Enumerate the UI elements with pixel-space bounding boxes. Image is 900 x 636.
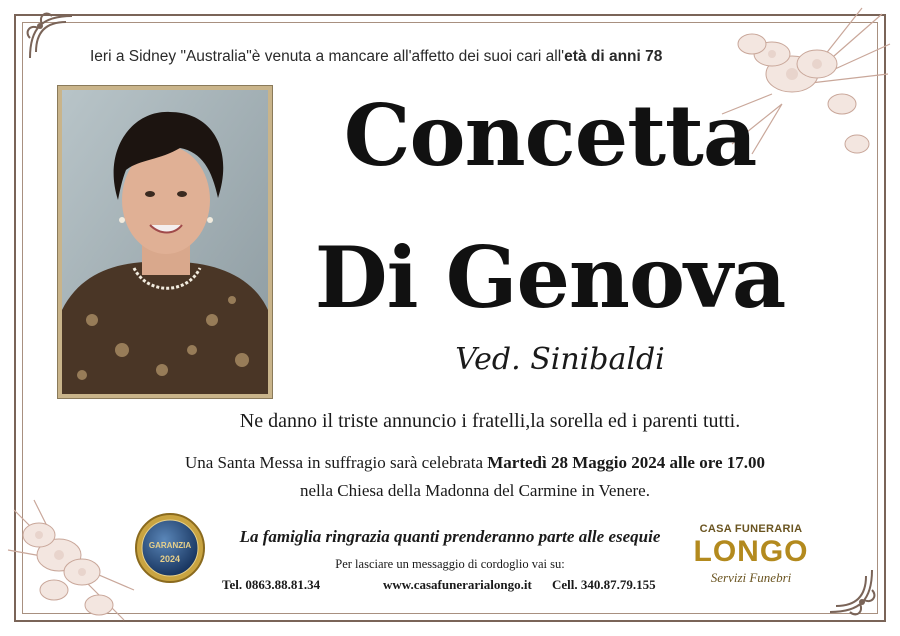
funeral-home-label: CASA FUNERARIA — [699, 523, 803, 535]
funeral-home-tagline: Servizi Funebri — [710, 570, 792, 585]
announcement-text: Ne danno il triste annuncio i fratelli,la sorella ed i parenti tutti. — [239, 410, 741, 432]
telephone-text: Tel. 0863.88.81.34 — [222, 577, 321, 592]
deceased-first-name: Concetta — [343, 86, 757, 185]
top-left-flourish-icon — [22, 8, 82, 68]
badge-text: GARANZIA — [148, 541, 192, 550]
bottom-left-floral-icon — [4, 490, 144, 630]
website-text: www.casafunerarialongo.it — [383, 577, 532, 592]
widow-of-text: Ved. Sinibaldi — [455, 342, 665, 377]
mass-line-1-prefix: Una Santa Messa in suffragio sarà celebrata — [184, 453, 488, 472]
deceased-last-name: Di Genova — [314, 228, 786, 327]
intro-text — [90, 48, 710, 66]
mass-line-1 — [40, 453, 900, 473]
cell-phone-text: Cell. 340.87.79.155 — [552, 577, 656, 592]
funeral-home-logo-name: LONGO — [693, 535, 809, 568]
badge-year: 2024 — [159, 554, 181, 564]
condolence-note: Per lasciare un messaggio di cordoglio vai su: — [335, 557, 565, 571]
intro-sentence: Ieri a Sidney "Australia"è venuta a mancare all'affetto dei suoi cari all' — [90, 48, 565, 65]
mass-line-2: nella Chiesa della Madonna del Carmine in Venere. — [300, 481, 650, 500]
portrait-image — [62, 90, 268, 394]
mass-date-time: Martedì 28 Maggio 2024 alle ore 17.00 — [487, 453, 766, 472]
age-text: età di anni 78 — [564, 48, 663, 65]
bottom-right-flourish-icon — [820, 560, 880, 620]
thanks-text: La famiglia ringrazia quanti prenderanno parte alle esequie — [239, 527, 661, 546]
portrait-photo — [58, 86, 272, 398]
guarantee-badge-icon — [134, 512, 206, 584]
